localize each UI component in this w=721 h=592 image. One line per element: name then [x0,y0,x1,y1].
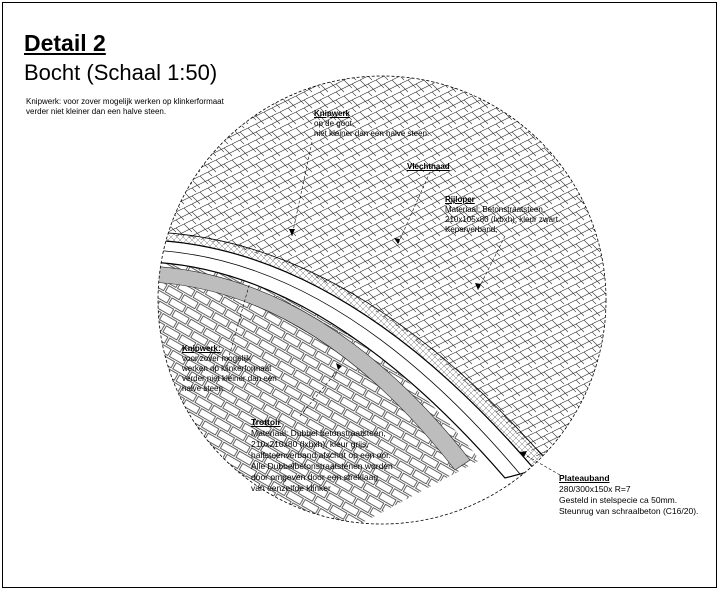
label-heading: Trottoir [251,417,281,427]
label-vlechtnaad [407,162,450,172]
label-heading: Knipwerk [314,109,351,118]
label-line: halfsteenverband afschot op een oor. [251,450,391,460]
label-line: op de goot, [314,119,355,128]
label-trottoir [251,417,393,494]
label-line: Keperverband, [445,225,498,234]
detail-subtitle: Bocht (Schaal 1:50) [24,60,218,85]
label-heading: Vlechtnaad [407,162,450,171]
label-heading: Knipwerk: [182,344,221,353]
label-line: halve steen. [182,384,226,393]
label-heading: Rijloper [445,195,475,204]
intro-note-line: Knipwerk: voor zover mogelijk werken op klinkerformaat [26,97,224,106]
label-line: verder niet kleiner dan een [182,374,277,383]
label-rijloper [445,195,560,235]
label-line: Steunrug van schraalbeton (C16/20). [559,506,699,516]
label-knipwerk-left [182,344,277,394]
label-line: voor zover mogelijk [182,354,251,363]
label-heading: Plateauband [559,473,610,483]
label-line: 280/300x150x R=7 [559,484,631,494]
label-line: Materiaal: Dubbel betonstraatsteen, [251,428,386,438]
intro-note-line: verder niet kleiner dan een halve steen. [26,107,167,116]
label-line: niet kleiner dan een halve steen. [314,129,430,138]
label-line: Gesteld in stelspecie ca 50mm. [559,495,678,505]
label-plateauband [559,473,698,517]
label-line: van eenzelfde klinker [251,483,331,493]
label-line: Materiaal: Betonstraatsteen, [445,205,546,214]
label-line: Alle Dubbelbetonstraatstenen worden [251,461,393,471]
label-line: door omgeven door een streklaag [251,472,379,482]
detail-title: Detail 2 [24,30,106,56]
label-line: werken op klinkerformaat [182,364,272,373]
label-knipwerk-top [314,109,429,139]
label-line: 210x105x80 (lxbxh), kleur zwart. [445,215,561,224]
label-line: 210x210x80 (lxbxh), kleur grijs, [251,439,369,449]
